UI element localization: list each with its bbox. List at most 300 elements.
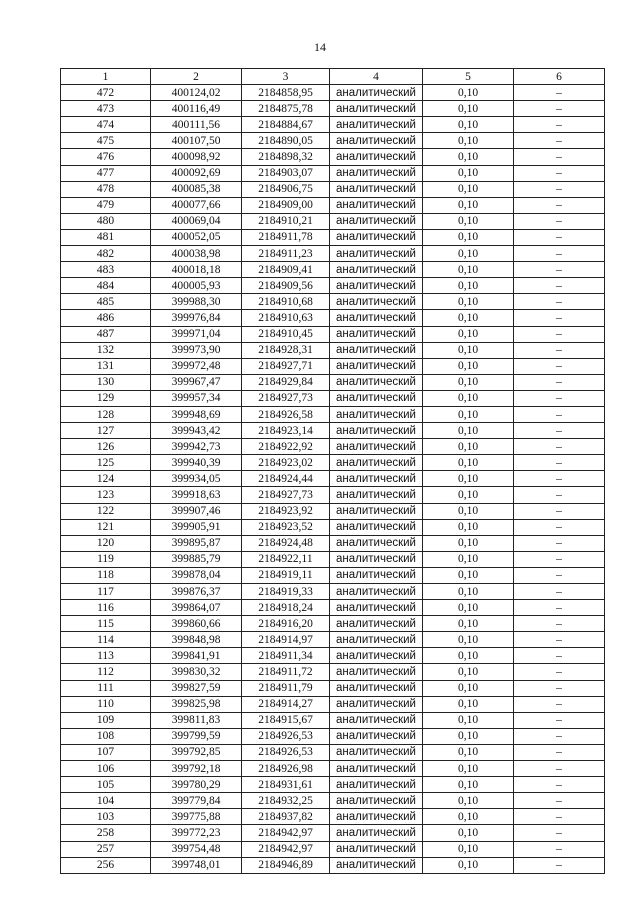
point-number-cell: 121 bbox=[61, 519, 151, 535]
point-number-cell: 129 bbox=[61, 390, 151, 406]
accuracy-cell: 0,10 bbox=[423, 551, 514, 567]
x-coordinate-cell: 399780,29 bbox=[151, 777, 242, 793]
header-cell: 4 bbox=[330, 69, 423, 85]
note-cell: – bbox=[514, 793, 605, 809]
point-number-cell: 256 bbox=[61, 857, 151, 873]
point-number-cell: 486 bbox=[61, 310, 151, 326]
accuracy-cell: 0,10 bbox=[423, 728, 514, 744]
point-number-cell: 107 bbox=[61, 744, 151, 760]
y-coordinate-cell: 2184918,24 bbox=[242, 600, 330, 616]
method-cell: аналитический bbox=[330, 696, 423, 712]
method-cell: аналитический bbox=[330, 117, 423, 133]
header-cell: 3 bbox=[242, 69, 330, 85]
point-number-cell: 483 bbox=[61, 262, 151, 278]
note-cell: – bbox=[514, 326, 605, 342]
x-coordinate-cell: 400052,05 bbox=[151, 229, 242, 245]
x-coordinate-cell: 399775,88 bbox=[151, 809, 242, 825]
y-coordinate-cell: 2184924,48 bbox=[242, 535, 330, 551]
method-cell: аналитический bbox=[330, 680, 423, 696]
accuracy-cell: 0,10 bbox=[423, 262, 514, 278]
method-cell: аналитический bbox=[330, 423, 423, 439]
note-cell: – bbox=[514, 712, 605, 728]
y-coordinate-cell: 2184875,78 bbox=[242, 101, 330, 117]
note-cell: – bbox=[514, 439, 605, 455]
x-coordinate-cell: 399799,59 bbox=[151, 728, 242, 744]
note-cell: – bbox=[514, 600, 605, 616]
accuracy-cell: 0,10 bbox=[423, 471, 514, 487]
point-number-cell: 120 bbox=[61, 535, 151, 551]
accuracy-cell: 0,10 bbox=[423, 616, 514, 632]
accuracy-cell: 0,10 bbox=[423, 696, 514, 712]
method-cell: аналитический bbox=[330, 519, 423, 535]
table-row bbox=[61, 246, 605, 262]
accuracy-cell: 0,10 bbox=[423, 85, 514, 101]
point-number-cell: 118 bbox=[61, 567, 151, 583]
x-coordinate-cell: 399971,04 bbox=[151, 326, 242, 342]
point-number-cell: 123 bbox=[61, 487, 151, 503]
table-row bbox=[61, 857, 605, 873]
point-number-cell: 113 bbox=[61, 648, 151, 664]
header-cell: 1 bbox=[61, 69, 151, 85]
x-coordinate-cell: 399957,34 bbox=[151, 390, 242, 406]
y-coordinate-cell: 2184926,98 bbox=[242, 761, 330, 777]
x-coordinate-cell: 400069,04 bbox=[151, 213, 242, 229]
table-row bbox=[61, 551, 605, 567]
accuracy-cell: 0,10 bbox=[423, 535, 514, 551]
point-number-cell: 109 bbox=[61, 712, 151, 728]
y-coordinate-cell: 2184923,92 bbox=[242, 503, 330, 519]
table-row bbox=[61, 584, 605, 600]
x-coordinate-cell: 399976,84 bbox=[151, 310, 242, 326]
y-coordinate-cell: 2184946,89 bbox=[242, 857, 330, 873]
note-cell: – bbox=[514, 358, 605, 374]
accuracy-cell: 0,10 bbox=[423, 600, 514, 616]
note-cell: – bbox=[514, 680, 605, 696]
x-coordinate-cell: 399748,01 bbox=[151, 857, 242, 873]
note-cell: – bbox=[514, 551, 605, 567]
note-cell: – bbox=[514, 664, 605, 680]
point-number-cell: 105 bbox=[61, 777, 151, 793]
method-cell: аналитический bbox=[330, 181, 423, 197]
accuracy-cell: 0,10 bbox=[423, 165, 514, 181]
method-cell: аналитический bbox=[330, 648, 423, 664]
point-number-cell: 128 bbox=[61, 406, 151, 422]
accuracy-cell: 0,10 bbox=[423, 487, 514, 503]
x-coordinate-cell: 399876,37 bbox=[151, 584, 242, 600]
note-cell: – bbox=[514, 181, 605, 197]
y-coordinate-cell: 2184922,11 bbox=[242, 551, 330, 567]
accuracy-cell: 0,10 bbox=[423, 133, 514, 149]
x-coordinate-cell: 399878,04 bbox=[151, 567, 242, 583]
y-coordinate-cell: 2184923,52 bbox=[242, 519, 330, 535]
accuracy-cell: 0,10 bbox=[423, 117, 514, 133]
x-coordinate-cell: 399918,63 bbox=[151, 487, 242, 503]
accuracy-cell: 0,10 bbox=[423, 342, 514, 358]
y-coordinate-cell: 2184927,73 bbox=[242, 390, 330, 406]
note-cell: – bbox=[514, 825, 605, 841]
note-cell: – bbox=[514, 85, 605, 101]
accuracy-cell: 0,10 bbox=[423, 841, 514, 857]
method-cell: аналитический bbox=[330, 471, 423, 487]
y-coordinate-cell: 2184909,41 bbox=[242, 262, 330, 278]
point-number-cell: 104 bbox=[61, 793, 151, 809]
table-row bbox=[61, 85, 605, 101]
x-coordinate-cell: 399940,39 bbox=[151, 455, 242, 471]
x-coordinate-cell: 399905,91 bbox=[151, 519, 242, 535]
x-coordinate-cell: 399942,73 bbox=[151, 439, 242, 455]
point-number-cell: 481 bbox=[61, 229, 151, 245]
table-row bbox=[61, 664, 605, 680]
x-coordinate-cell: 400077,66 bbox=[151, 197, 242, 213]
x-coordinate-cell: 400107,50 bbox=[151, 133, 242, 149]
x-coordinate-cell: 400038,98 bbox=[151, 246, 242, 262]
note-cell: – bbox=[514, 519, 605, 535]
table-row bbox=[61, 133, 605, 149]
note-cell: – bbox=[514, 471, 605, 487]
note-cell: – bbox=[514, 503, 605, 519]
y-coordinate-cell: 2184923,02 bbox=[242, 455, 330, 471]
method-cell: аналитический bbox=[330, 229, 423, 245]
accuracy-cell: 0,10 bbox=[423, 278, 514, 294]
accuracy-cell: 0,10 bbox=[423, 406, 514, 422]
point-number-cell: 485 bbox=[61, 294, 151, 310]
point-number-cell: 132 bbox=[61, 342, 151, 358]
table-row bbox=[61, 777, 605, 793]
point-number-cell: 130 bbox=[61, 374, 151, 390]
table-row bbox=[61, 841, 605, 857]
note-cell: – bbox=[514, 117, 605, 133]
point-number-cell: 116 bbox=[61, 600, 151, 616]
y-coordinate-cell: 2184942,97 bbox=[242, 825, 330, 841]
method-cell: аналитический bbox=[330, 535, 423, 551]
table-row bbox=[61, 358, 605, 374]
table-row bbox=[61, 423, 605, 439]
point-number-cell: 108 bbox=[61, 728, 151, 744]
y-coordinate-cell: 2184909,56 bbox=[242, 278, 330, 294]
note-cell: – bbox=[514, 728, 605, 744]
method-cell: аналитический bbox=[330, 664, 423, 680]
x-coordinate-cell: 400111,56 bbox=[151, 117, 242, 133]
method-cell: аналитический bbox=[330, 165, 423, 181]
accuracy-cell: 0,10 bbox=[423, 310, 514, 326]
point-number-cell: 114 bbox=[61, 632, 151, 648]
x-coordinate-cell: 400005,93 bbox=[151, 278, 242, 294]
x-coordinate-cell: 400085,38 bbox=[151, 181, 242, 197]
point-number-cell: 124 bbox=[61, 471, 151, 487]
accuracy-cell: 0,10 bbox=[423, 439, 514, 455]
x-coordinate-cell: 399948,69 bbox=[151, 406, 242, 422]
method-cell: аналитический bbox=[330, 584, 423, 600]
point-number-cell: 117 bbox=[61, 584, 151, 600]
point-number-cell: 126 bbox=[61, 439, 151, 455]
table-row bbox=[61, 600, 605, 616]
y-coordinate-cell: 2184915,67 bbox=[242, 712, 330, 728]
point-number-cell: 475 bbox=[61, 133, 151, 149]
accuracy-cell: 0,10 bbox=[423, 149, 514, 165]
table-row bbox=[61, 825, 605, 841]
point-number-cell: 487 bbox=[61, 326, 151, 342]
accuracy-cell: 0,10 bbox=[423, 197, 514, 213]
accuracy-cell: 0,10 bbox=[423, 584, 514, 600]
note-cell: – bbox=[514, 423, 605, 439]
method-cell: аналитический bbox=[330, 503, 423, 519]
method-cell: аналитический bbox=[330, 374, 423, 390]
note-cell: – bbox=[514, 149, 605, 165]
point-number-cell: 476 bbox=[61, 149, 151, 165]
accuracy-cell: 0,10 bbox=[423, 246, 514, 262]
x-coordinate-cell: 399779,84 bbox=[151, 793, 242, 809]
table-row bbox=[61, 712, 605, 728]
accuracy-cell: 0,10 bbox=[423, 809, 514, 825]
accuracy-cell: 0,10 bbox=[423, 229, 514, 245]
point-number-cell: 119 bbox=[61, 551, 151, 567]
table-row bbox=[61, 471, 605, 487]
point-number-cell: 473 bbox=[61, 101, 151, 117]
table-row bbox=[61, 117, 605, 133]
note-cell: – bbox=[514, 567, 605, 583]
point-number-cell: 479 bbox=[61, 197, 151, 213]
table-row bbox=[61, 374, 605, 390]
method-cell: аналитический bbox=[330, 487, 423, 503]
method-cell: аналитический bbox=[330, 262, 423, 278]
y-coordinate-cell: 2184919,11 bbox=[242, 567, 330, 583]
accuracy-cell: 0,10 bbox=[423, 326, 514, 342]
x-coordinate-cell: 399943,42 bbox=[151, 423, 242, 439]
y-coordinate-cell: 2184909,00 bbox=[242, 197, 330, 213]
x-coordinate-cell: 400116,49 bbox=[151, 101, 242, 117]
accuracy-cell: 0,10 bbox=[423, 712, 514, 728]
table-row bbox=[61, 487, 605, 503]
note-cell: – bbox=[514, 487, 605, 503]
method-cell: аналитический bbox=[330, 390, 423, 406]
table-row bbox=[61, 310, 605, 326]
method-cell: аналитический bbox=[330, 213, 423, 229]
y-coordinate-cell: 2184910,45 bbox=[242, 326, 330, 342]
method-cell: аналитический bbox=[330, 278, 423, 294]
table-row bbox=[61, 342, 605, 358]
table-row bbox=[61, 535, 605, 551]
table-row bbox=[61, 165, 605, 181]
x-coordinate-cell: 399972,48 bbox=[151, 358, 242, 374]
note-cell: – bbox=[514, 213, 605, 229]
x-coordinate-cell: 399825,98 bbox=[151, 696, 242, 712]
note-cell: – bbox=[514, 197, 605, 213]
note-cell: – bbox=[514, 809, 605, 825]
note-cell: – bbox=[514, 696, 605, 712]
x-coordinate-cell: 399860,66 bbox=[151, 616, 242, 632]
accuracy-cell: 0,10 bbox=[423, 423, 514, 439]
method-cell: аналитический bbox=[330, 85, 423, 101]
accuracy-cell: 0,10 bbox=[423, 213, 514, 229]
table-row bbox=[61, 793, 605, 809]
accuracy-cell: 0,10 bbox=[423, 777, 514, 793]
table-row bbox=[61, 229, 605, 245]
x-coordinate-cell: 399811,83 bbox=[151, 712, 242, 728]
method-cell: аналитический bbox=[330, 616, 423, 632]
point-number-cell: 258 bbox=[61, 825, 151, 841]
point-number-cell: 112 bbox=[61, 664, 151, 680]
table-header-row bbox=[61, 69, 605, 85]
accuracy-cell: 0,10 bbox=[423, 857, 514, 873]
y-coordinate-cell: 2184858,95 bbox=[242, 85, 330, 101]
table-row bbox=[61, 455, 605, 471]
point-number-cell: 103 bbox=[61, 809, 151, 825]
accuracy-cell: 0,10 bbox=[423, 567, 514, 583]
header-cell: 5 bbox=[423, 69, 514, 85]
method-cell: аналитический bbox=[330, 744, 423, 760]
y-coordinate-cell: 2184914,97 bbox=[242, 632, 330, 648]
note-cell: – bbox=[514, 648, 605, 664]
note-cell: – bbox=[514, 616, 605, 632]
table-row bbox=[61, 262, 605, 278]
note-cell: – bbox=[514, 229, 605, 245]
accuracy-cell: 0,10 bbox=[423, 632, 514, 648]
method-cell: аналитический bbox=[330, 857, 423, 873]
method-cell: аналитический bbox=[330, 133, 423, 149]
method-cell: аналитический bbox=[330, 600, 423, 616]
method-cell: аналитический bbox=[330, 551, 423, 567]
table-row bbox=[61, 696, 605, 712]
x-coordinate-cell: 399827,59 bbox=[151, 680, 242, 696]
method-cell: аналитический bbox=[330, 728, 423, 744]
note-cell: – bbox=[514, 390, 605, 406]
table-row bbox=[61, 632, 605, 648]
note-cell: – bbox=[514, 278, 605, 294]
accuracy-cell: 0,10 bbox=[423, 294, 514, 310]
accuracy-cell: 0,10 bbox=[423, 664, 514, 680]
y-coordinate-cell: 2184924,44 bbox=[242, 471, 330, 487]
y-coordinate-cell: 2184923,14 bbox=[242, 423, 330, 439]
x-coordinate-cell: 399841,91 bbox=[151, 648, 242, 664]
method-cell: аналитический bbox=[330, 809, 423, 825]
method-cell: аналитический bbox=[330, 632, 423, 648]
method-cell: аналитический bbox=[330, 761, 423, 777]
point-number-cell: 111 bbox=[61, 680, 151, 696]
x-coordinate-cell: 399907,46 bbox=[151, 503, 242, 519]
note-cell: – bbox=[514, 262, 605, 278]
accuracy-cell: 0,10 bbox=[423, 374, 514, 390]
note-cell: – bbox=[514, 632, 605, 648]
table-row bbox=[61, 761, 605, 777]
y-coordinate-cell: 2184911,78 bbox=[242, 229, 330, 245]
accuracy-cell: 0,10 bbox=[423, 825, 514, 841]
x-coordinate-cell: 399792,18 bbox=[151, 761, 242, 777]
point-number-cell: 110 bbox=[61, 696, 151, 712]
point-number-cell: 482 bbox=[61, 246, 151, 262]
method-cell: аналитический bbox=[330, 567, 423, 583]
y-coordinate-cell: 2184910,63 bbox=[242, 310, 330, 326]
method-cell: аналитический bbox=[330, 712, 423, 728]
table-row bbox=[61, 680, 605, 696]
table-row bbox=[61, 744, 605, 760]
accuracy-cell: 0,10 bbox=[423, 358, 514, 374]
x-coordinate-cell: 400018,18 bbox=[151, 262, 242, 278]
point-number-cell: 106 bbox=[61, 761, 151, 777]
point-number-cell: 472 bbox=[61, 85, 151, 101]
method-cell: аналитический bbox=[330, 342, 423, 358]
table-row bbox=[61, 181, 605, 197]
note-cell: – bbox=[514, 165, 605, 181]
method-cell: аналитический bbox=[330, 439, 423, 455]
table-body bbox=[61, 85, 605, 874]
method-cell: аналитический bbox=[330, 149, 423, 165]
method-cell: аналитический bbox=[330, 326, 423, 342]
y-coordinate-cell: 2184932,25 bbox=[242, 793, 330, 809]
y-coordinate-cell: 2184919,33 bbox=[242, 584, 330, 600]
table-row bbox=[61, 101, 605, 117]
accuracy-cell: 0,10 bbox=[423, 503, 514, 519]
accuracy-cell: 0,10 bbox=[423, 793, 514, 809]
method-cell: аналитический bbox=[330, 406, 423, 422]
y-coordinate-cell: 2184929,84 bbox=[242, 374, 330, 390]
method-cell: аналитический bbox=[330, 777, 423, 793]
x-coordinate-cell: 399988,30 bbox=[151, 294, 242, 310]
table-row bbox=[61, 616, 605, 632]
point-number-cell: 127 bbox=[61, 423, 151, 439]
note-cell: – bbox=[514, 744, 605, 760]
x-coordinate-cell: 400124,02 bbox=[151, 85, 242, 101]
accuracy-cell: 0,10 bbox=[423, 680, 514, 696]
table-row bbox=[61, 406, 605, 422]
point-number-cell: 131 bbox=[61, 358, 151, 374]
x-coordinate-cell: 399848,98 bbox=[151, 632, 242, 648]
accuracy-cell: 0,10 bbox=[423, 744, 514, 760]
note-cell: – bbox=[514, 841, 605, 857]
note-cell: – bbox=[514, 857, 605, 873]
x-coordinate-cell: 399772,23 bbox=[151, 825, 242, 841]
method-cell: аналитический bbox=[330, 101, 423, 117]
y-coordinate-cell: 2184928,31 bbox=[242, 342, 330, 358]
note-cell: – bbox=[514, 310, 605, 326]
method-cell: аналитический bbox=[330, 455, 423, 471]
point-number-cell: 480 bbox=[61, 213, 151, 229]
y-coordinate-cell: 2184937,82 bbox=[242, 809, 330, 825]
x-coordinate-cell: 399754,48 bbox=[151, 841, 242, 857]
method-cell: аналитический bbox=[330, 358, 423, 374]
x-coordinate-cell: 399967,47 bbox=[151, 374, 242, 390]
note-cell: – bbox=[514, 584, 605, 600]
table-row bbox=[61, 439, 605, 455]
y-coordinate-cell: 2184911,79 bbox=[242, 680, 330, 696]
y-coordinate-cell: 2184911,72 bbox=[242, 664, 330, 680]
point-number-cell: 122 bbox=[61, 503, 151, 519]
y-coordinate-cell: 2184927,71 bbox=[242, 358, 330, 374]
table-row bbox=[61, 519, 605, 535]
table-row bbox=[61, 503, 605, 519]
table-row bbox=[61, 390, 605, 406]
method-cell: аналитический bbox=[330, 793, 423, 809]
accuracy-cell: 0,10 bbox=[423, 519, 514, 535]
note-cell: – bbox=[514, 761, 605, 777]
x-coordinate-cell: 399830,32 bbox=[151, 664, 242, 680]
note-cell: – bbox=[514, 455, 605, 471]
y-coordinate-cell: 2184942,97 bbox=[242, 841, 330, 857]
y-coordinate-cell: 2184926,58 bbox=[242, 406, 330, 422]
y-coordinate-cell: 2184910,68 bbox=[242, 294, 330, 310]
point-number-cell: 474 bbox=[61, 117, 151, 133]
table-row bbox=[61, 149, 605, 165]
accuracy-cell: 0,10 bbox=[423, 761, 514, 777]
note-cell: – bbox=[514, 133, 605, 149]
method-cell: аналитический bbox=[330, 197, 423, 213]
point-number-cell: 125 bbox=[61, 455, 151, 471]
y-coordinate-cell: 2184927,73 bbox=[242, 487, 330, 503]
method-cell: аналитический bbox=[330, 310, 423, 326]
y-coordinate-cell: 2184898,32 bbox=[242, 149, 330, 165]
x-coordinate-cell: 399895,87 bbox=[151, 535, 242, 551]
point-number-cell: 478 bbox=[61, 181, 151, 197]
note-cell: – bbox=[514, 374, 605, 390]
